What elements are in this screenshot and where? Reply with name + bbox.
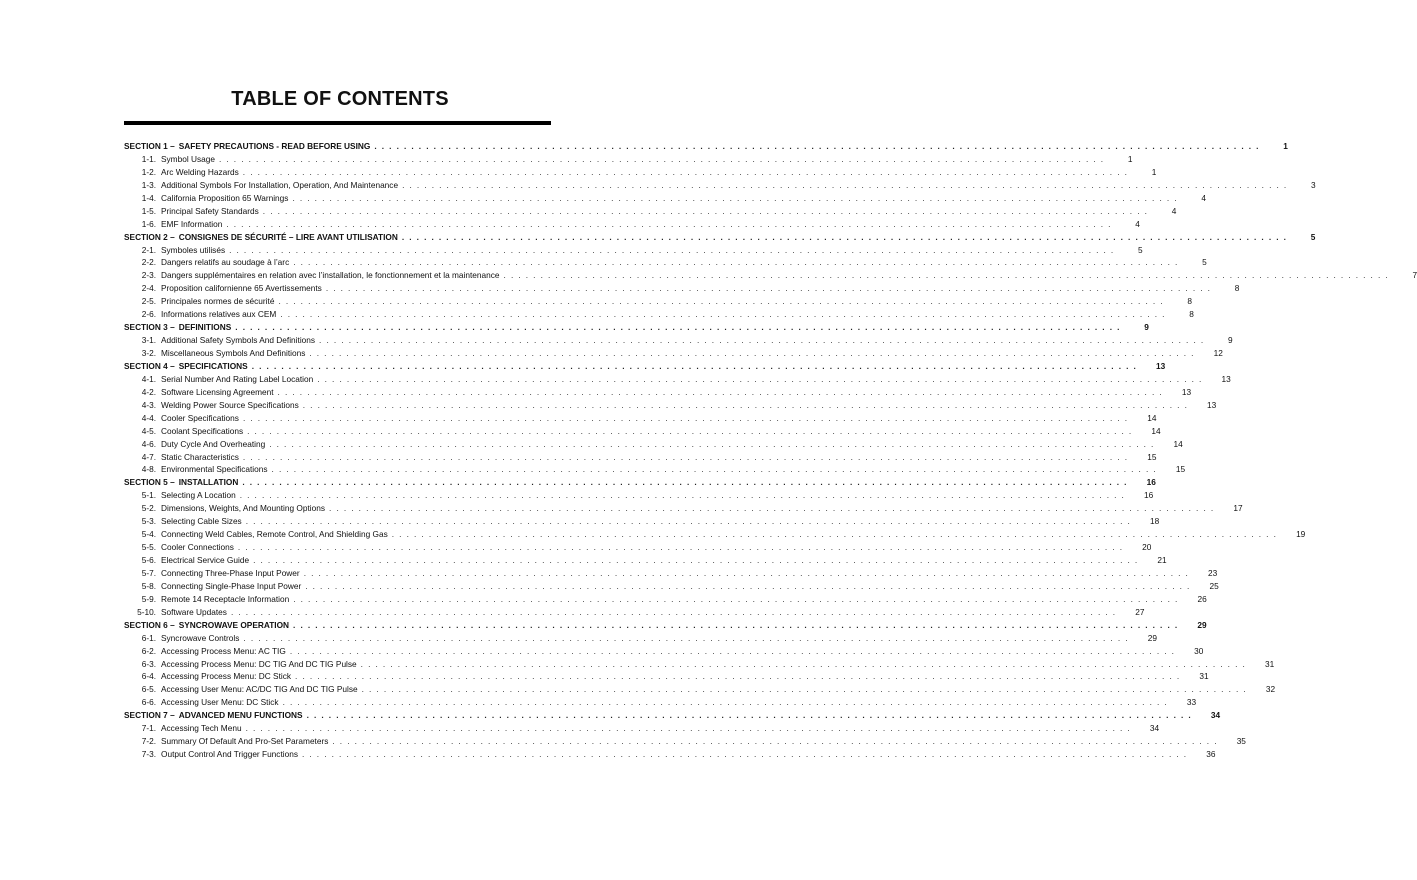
toc-entry-row [124,735,1246,748]
toc-number: 2-3. [141,270,156,281]
toc-leader-dots: . . . . . . . . . . . . . . . . . . . . . . . . . . . . . . . . . . . . . . . . . . . . . . . . . . . . . . . . . . . . . . . . . . . . . . . . . . . . . . . . . . . . . . . . . . . . . . . . . . . . . . . . . . . . . . . . . . . . . . . . [218,153,1105,164]
toc-page-number: 16 [1144,490,1154,501]
toc-number: 2-2. [141,257,156,268]
toc-number: 1-4. [141,192,156,203]
toc-page-number: 19 [1296,529,1306,540]
toc-leader-dots: . . . . . . . . . . . . . . . . . . . . . . . . . . . . . . . . . . . . . . . . . . . . . . . . . . . . . . . . . . . . . . . . . . . . . . . . . . . . . . . . . . . . . . . . . . . . . . . . . . . . . . . . . . . . . . . . . . . . . . . . [317,373,1203,384]
toc-entry-row [124,696,1197,709]
toc-page-number: 21 [1157,555,1167,565]
toc-leader-dots: . . . . . . . . . . . . . . . . . . . . . . . . . . . . . . . . . . . . . . . . . . . . . . . . . . . . . . . . . . . . . . . . . . . . . . . . . . . . . . . . . . . . . . . . . . . . . . . . . . . . . . . . . . . . . . . . . . . . . . . . [292,192,1178,203]
toc-entry-row [124,205,1177,218]
toc-page-number: 12 [1213,348,1223,358]
toc-number: 5-5. [141,542,156,553]
toc-label: Dimensions, Weights, And Mounting Options [161,503,326,514]
toc-entry-row [124,658,1275,671]
toc-page-number: 18 [1150,516,1160,527]
toc-page-number: 13 [1207,399,1217,410]
toc-leader-dots: . . . . . . . . . . . . . . . . . . . . . . . . . . . . . . . . . . . . . . . . . . . . . . . . . . . . . . . . . . . . . . . . . . . . . . . . . . . . . . . . . . . . . . . . . . . . . . . . . . . . . . . . . . . . . . . . . . . . . . . . [239,490,1126,501]
toc-page-number: 17 [1233,503,1243,514]
toc-entry-row [124,179,1316,192]
toc-leader-dots: . . . . . . . . . . . . . . . . . . . . . . . . . . . . . . . . . . . . . . . . . . . . . . . . . . . . . . . . . . . . . . . . . . . . . . . . . . . . . . . . . . . . . . . . . . . . . . . . . . . . . . . . . . . . . . . . . . . . . . . . [242,412,1129,423]
toc-page-number: 7 [1412,270,1417,281]
toc-leader-dots: . . . . . . . . . . . . . . . . . . . . . . . . . . . . . . . . . . . . . . . . . . . . . . . . . . . . . . . . . . . . . . . . . . . . . . . . . . . . . . . . . . . . . . . . . . . . . . . . . . . . . . . . . . . . . . . . . . . . . . . . [247,425,1133,436]
toc-label: Software Licensing Agreement [161,386,274,397]
toc-label: SPECIFICATIONS [178,360,248,371]
toc-page-number: 1 [1283,141,1288,151]
toc-entry-row [124,256,1207,269]
toc-label: Accessing User Menu: AC/DC TIG And DC TIG Pulse [161,684,358,695]
toc-label: Dangers supplémentaires en relation avec l’installation, le fonctionnement et la maintenance [161,270,500,281]
toc-entry-row [124,192,1206,205]
toc-label: Selecting A Location [161,490,236,501]
toc-number: 7-2. [141,736,156,747]
toc-leader-dots: . . . . . . . . . . . . . . . . . . . . . . . . . . . . . . . . . . . . . . . . . . . . . . . . . . . . . . . . . . . . . . . . . . . . . . . . . . . . . . . . . . . . . . . . . . . . . . . . . . . . . . . . . . . . . . . . . . . . . . . . [391,529,1278,540]
toc-number: 4-8. [141,464,156,475]
toc-entry-row [124,489,1154,502]
toc-label: Duty Cycle And Overheating [161,438,266,449]
toc-label: Miscellaneous Symbols And Definitions [161,348,306,358]
toc-entry-row [124,166,1157,179]
toc-page-number: 27 [1135,606,1145,617]
toc-number: 5-9. [141,593,156,604]
toc-number: SECTION 1 – [124,141,175,151]
toc-leader-dots: . . . . . . . . . . . . . . . . . . . . . . . . . . . . . . . . . . . . . . . . . . . . . . . . . . . . . . . . . . . . . . . . . . . . . . . . . . . . . . . . . . . . . . . . . . . . . . . . . . . . . . . . . . . . . . . . . . . . . . . . [235,322,1121,333]
toc-number: 7-3. [141,749,156,760]
toc-leader-dots: . . . . . . . . . . . . . . . . . . . . . . . . . . . . . . . . . . . . . . . . . . . . . . . . . . . . . . . . . . . . . . . . . . . . . . . . . . . . . . . . . . . . . . . . . . . . . . . . . . . . . . . . . . . . . . . . . . . . . . . . [262,205,1149,216]
toc-label: Symboles utilisés [161,244,226,255]
toc-page-number: 14 [1147,412,1157,423]
toc-leader-dots: . . . . . . . . . . . . . . . . . . . . . . . . . . . . . . . . . . . . . . . . . . . . . . . . . . . . . . . . . . . . . . . . . . . . . . . . . . . . . . . . . . . . . . . . . . . . . . . . . . . . . . . . . . . . . . . . . . . . . . . . [278,296,1164,307]
toc-leader-dots: . . . . . . . . . . . . . . . . . . . . . . . . . . . . . . . . . . . . . . . . . . . . . . . . . . . . . . . . . . . . . . . . . . . . . . . . . . . . . . . . . . . . . . . . . . . . . . . . . . . . . . . . . . . . . . . . . . . . . . . . [289,645,1176,656]
toc-number: 6-6. [141,697,156,708]
toc-leader-dots: . . . . . . . . . . . . . . . . . . . . . . . . . . . . . . . . . . . . . . . . . . . . . . . . . . . . . . . . . . . . . . . . . . . . . . . . . . . . . . . . . . . . . . . . . . . . . . . . . . . . . . . . . . . . . . . . . . . . . . . . [245,723,1132,734]
toc-section-row [124,360,1166,373]
toc-entry-row [124,438,1183,451]
toc-number: 4-3. [141,399,156,410]
toc-entry-row [124,580,1219,593]
toc-leader-dots: . . . . . . . . . . . . . . . . . . . . . . . . . . . . . . . . . . . . . . . . . . . . . . . . . . . . . . . . . . . . . . . . . . . . . . . . . . . . . . . . . . . . . . . . . . . . . . . . . . . . . . . . . . . . . . . . . . . . . . . . [242,451,1129,462]
toc-leader-dots: . . . . . . . . . . . . . . . . . . . . . . . . . . . . . . . . . . . . . . . . . . . . . . . . . . . . . . . . . . . . . . . . . . . . . . . . . . . . . . . . . . . . . . . . . . . . . . . . . . . . . . . . . . . . . . . . . . . . . . . . [329,503,1215,514]
toc-page-number: 23 [1207,567,1218,578]
toc-label: Syncrowave Controls [161,632,240,643]
toc-entry-row [124,153,1133,166]
toc-entry-row [124,451,1157,464]
toc-page-number: 3 [1310,179,1316,190]
toc-label: Environmental Specifications [161,464,268,475]
toc-entry-row [124,412,1157,425]
toc-page-number: 29 [1147,632,1157,643]
toc-number: 3-2. [141,348,156,358]
toc-number: 5-10. [137,606,156,617]
toc-page-number: 5 [1138,244,1143,255]
toc-page-number: 4 [1135,218,1140,229]
toc-entry-row [124,528,1306,541]
toc-label: CONSIGNES DE SÉCURITÉ – LIRE AVANT UTILISATION [178,231,398,242]
toc-leader-dots: . . . . . . . . . . . . . . . . . . . . . . . . . . . . . . . . . . . . . . . . . . . . . . . . . . . . . . . . . . . . . . . . . . . . . . . . . . . . . . . . . . . . . . . . . . . . . . . . . . . . . . . . . . . . . . . . . . . . . . . . [295,671,1181,682]
toc-number: 5-7. [141,567,156,578]
toc-number: 4-4. [141,412,156,423]
toc-entry-row [124,218,1140,231]
toc-number: 6-5. [141,684,156,695]
toc-page-number: 26 [1197,593,1207,604]
toc-label: Accessing Process Menu: AC TIG [161,645,286,656]
toc-entry-row [124,399,1217,412]
toc-entry-row [124,244,1143,257]
toc-page-number: 13 [1221,373,1231,384]
toc-label: Connecting Single-Phase Input Power [161,580,302,591]
toc-number: 6-4. [141,671,156,682]
toc-label: Informations relatives aux CEM [161,309,277,320]
toc-page-number: 4 [1171,205,1177,216]
toc-number: 1-1. [141,153,156,164]
toc-leader-dots: . . . . . . . . . . . . . . . . . . . . . . . . . . . . . . . . . . . . . . . . . . . . . . . . . . . . . . . . . . . . . . . . . . . . . . . . . . . . . . . . . . . . . . . . . . . . . . . . . . . . . . . . . . . . . . . . . . . . . . . . [251,360,1138,371]
toc-entry-row [124,502,1243,515]
toc-leader-dots: . . . . . . . . . . . . . . . . . . . . . . . . . . . . . . . . . . . . . . . . . . . . . . . . . . . . . . . . . . . . . . . . . . . . . . . . . . . . . . . . . . . . . . . . . . . . . . . . . . . . . . . . . . . . . . . . . . . . . . . . [242,477,1128,488]
toc-number: 6-3. [141,658,156,669]
toc-label: Accessing Process Menu: DC Stick [161,671,292,682]
toc-label: Additional Safety Symbols And Definitions [161,335,316,346]
toc-label: California Proposition 65 Warnings [161,192,289,203]
toc-label: Static Characteristics [161,451,239,462]
toc-label: Principales normes de sécurité [161,296,275,307]
toc-number: 6-1. [141,632,156,643]
toc-label: Cooler Specifications [161,412,239,423]
toc-entry-row [124,282,1240,295]
toc-page-number: 8 [1187,296,1192,307]
toc-page-number: 13 [1181,386,1192,397]
toc-leader-dots: . . . . . . . . . . . . . . . . . . . . . . . . . . . . . . . . . . . . . . . . . . . . . . . . . . . . . . . . . . . . . . . . . . . . . . . . . . . . . . . . . . . . . . . . . . . . . . . . . . . . . . . . . . . . . . . . . . . . . . . . [305,580,1191,591]
toc-number: 4-6. [141,438,156,449]
toc-leader-dots: . . . . . . . . . . . . . . . . . . . . . . . . . . . . . . . . . . . . . . . . . . . . . . . . . . . . . . . . . . . . . . . . . . . . . . . . . . . . . . . . . . . . . . . . . . . . . . . . . . . . . . . . . . . . . . . . . . . . . . . . [271,464,1158,475]
toc-page-number: 4 [1201,192,1206,203]
toc-number: 3-1. [141,335,156,346]
page-title: TABLE OF CONTENTS [231,88,449,110]
toc-page-number: 14 [1173,438,1183,449]
toc-number: 4-7. [141,451,156,462]
title-rule [124,121,551,125]
toc-page-number: 30 [1194,645,1204,656]
toc-entry-row [124,541,1152,554]
toc-page-number: 31 [1264,658,1275,669]
toc-leader-dots: . . . . . . . . . . . . . . . . . . . . . . . . . . . . . . . . . . . . . . . . . . . . . . . . . . . . . . . . . . . . . . . . . . . . . . . . . . . . . . . . . . . . . . . . . . . . . . . . . . . . . . . . . . . . . . . . . . . . . . . . [325,283,1212,294]
toc-leader-dots: . . . . . . . . . . . . . . . . . . . . . . . . . . . . . . . . . . . . . . . . . . . . . . . . . . . . . . . . . . . . . . . . . . . . . . . . . . . . . . . . . . . . . . . . . . . . . . . . . . . . . . . . . . . . . . . . . . . . . . . . [293,593,1179,604]
toc-label: Remote 14 Receptacle Information [161,593,290,604]
toc-label: Principal Safety Standards [161,205,259,216]
toc-number: 6-2. [141,645,156,656]
toc-label: Symbol Usage [161,153,215,164]
toc-page-number: 15 [1147,451,1157,462]
toc-label: Connecting Weld Cables, Remote Control, And Shielding Gas [161,529,388,540]
toc-label: EMF Information [161,218,223,229]
toc-page-number: 36 [1206,749,1216,760]
toc-page-number: 25 [1209,580,1219,591]
toc-label: Arc Welding Hazards [161,166,239,177]
toc-entry-row [124,295,1192,308]
toc-label: ADVANCED MENU FUNCTIONS [178,710,303,721]
toc-leader-dots: . . . . . . . . . . . . . . . . . . . . . . . . . . . . . . . . . . . . . . . . . . . . . . . . . . . . . . . . . . . . . . . . . . . . . . . . . . . . . . . . . . . . . . . . . . . . . . . . . . . . . . . . . . . . . . . . . . . . . . . . [243,632,1129,643]
toc-page-number: 5 [1202,257,1207,268]
toc-page-number: 14 [1151,425,1161,436]
toc-section-row [124,321,1149,334]
toc-entry-row [124,606,1145,619]
toc-leader-dots: . . . . . . . . . . . . . . . . . . . . . . . . . . . . . . . . . . . . . . . . . . . . . . . . . . . . . . . . . . . . . . . . . . . . . . . . . . . . . . . . . . . . . . . . . . . . . . . . . . . . . . . . . . . . . . . . . . . . . . . . [361,684,1248,695]
toc-entry-row [124,386,1192,399]
toc-section-row [124,140,1288,153]
toc-number: SECTION 4 – [124,360,175,371]
toc-page-number: 29 [1197,619,1207,630]
toc-label: SAFETY PRECAUTIONS - READ BEFORE USING [178,141,371,151]
toc-label: Coolant Specifications [161,425,244,436]
toc-leader-dots: . . . . . . . . . . . . . . . . . . . . . . . . . . . . . . . . . . . . . . . . . . . . . . . . . . . . . . . . . . . . . . . . . . . . . . . . . . . . . . . . . . . . . . . . . . . . . . . . . . . . . . . . . . . . . . . . . . . . . . . . [332,736,1218,747]
toc-number: SECTION 6 – [124,619,175,630]
toc-page-number: 8 [1189,309,1194,320]
toc-page-number: 32 [1265,684,1276,695]
toc-page-number: 8 [1234,283,1240,294]
toc-entry-row [124,670,1209,683]
toc-page-number: 33 [1186,697,1197,708]
toc-number: 2-4. [141,283,156,294]
toc-leader-dots: . . . . . . . . . . . . . . . . . . . . . . . . . . . . . . . . . . . . . . . . . . . . . . . . . . . . . . . . . . . . . . . . . . . . . . . . . . . . . . . . . . . . . . . . . . . . . . . . . . . . . . . . . . . . . . . . . . . . . . . . [280,309,1166,320]
toc-entry-row [124,632,1157,645]
toc-entry-row [124,463,1186,476]
toc-number: 2-6. [141,309,156,320]
toc-entry-row [124,554,1167,567]
toc-label: Dangers relatifs au soudage à l’arc [161,257,290,268]
toc-entry-row [124,645,1204,658]
toc-number: SECTION 2 – [124,231,175,242]
toc-leader-dots: . . . . . . . . . . . . . . . . . . . . . . . . . . . . . . . . . . . . . . . . . . . . . . . . . . . . . . . . . . . . . . . . . . . . . . . . . . . . . . . . . . . . . . . . . . . . . . . . . . . . . . . . . . . . . . . . . . . . . . . . [402,179,1288,190]
toc-page-number: 9 [1227,335,1233,346]
toc-label: Welding Power Source Specifications [161,399,299,410]
toc-page-number: 35 [1236,736,1246,747]
toc-label: Proposition californienne 65 Avertissements [161,283,322,294]
toc-label: Electrical Service Guide [161,555,250,565]
toc-number: 5-1. [141,490,156,501]
toc-leader-dots: . . . . . . . . . . . . . . . . . . . . . . . . . . . . . . . . . . . . . . . . . . . . . . . . . . . . . . . . . . . . . . . . . . . . . . . . . . . . . . . . . . . . . . . . . . . . . . . . . . . . . . . . . . . . . . . . . . . . . . . . [245,516,1132,527]
toc-entry-row [124,425,1161,438]
toc-page-number: 9 [1144,322,1149,333]
toc-section-row [124,709,1221,722]
toc-number: 4-5. [141,425,156,436]
toc-leader-dots: . . . . . . . . . . . . . . . . . . . . . . . . . . . . . . . . . . . . . . . . . . . . . . . . . . . . . . . . . . . . . . . . . . . . . . . . . . . . . . . . . . . . . . . . . . . . . . . . . . . . . . . . . . . . . . . . . . . . . . . . [282,697,1169,708]
toc-number: 5-4. [141,529,156,540]
toc-label: Summary Of Default And Pro-Set Parameters [161,736,329,747]
toc-number: 1-5. [141,205,156,216]
toc-entry-row [124,269,1417,282]
toc-label: Cooler Connections [161,542,234,553]
toc-leader-dots: . . . . . . . . . . . . . . . . . . . . . . . . . . . . . . . . . . . . . . . . . . . . . . . . . . . . . . . . . . . . . . . . . . . . . . . . . . . . . . . . . . . . . . . . . . . . . . . . . . . . . . . . . . . . . . . . . . . . . . . . [229,244,1115,255]
toc-entry-row [124,308,1194,321]
toc-entry-row [124,683,1276,696]
toc-label: Accessing Process Menu: DC TIG And DC TIG Pulse [161,658,357,669]
toc-page-number: 20 [1142,542,1152,553]
toc-leader-dots: . . . . . . . . . . . . . . . . . . . . . . . . . . . . . . . . . . . . . . . . . . . . . . . . . . . . . . . . . . . . . . . . . . . . . . . . . . . . . . . . . . . . . . . . . . . . . . . . . . . . . . . . . . . . . . . . . . . . . . . . [401,231,1288,242]
toc-entry-row [124,373,1231,386]
toc-label: Serial Number And Rating Label Location [161,373,314,384]
toc-label: Accessing User Menu: DC Stick [161,697,279,708]
toc-number: 5-2. [141,503,156,514]
toc-leader-dots: . . . . . . . . . . . . . . . . . . . . . . . . . . . . . . . . . . . . . . . . . . . . . . . . . . . . . . . . . . . . . . . . . . . . . . . . . . . . . . . . . . . . . . . . . . . . . . . . . . . . . . . . . . . . . . . . . . . . . . . . [503,270,1390,281]
toc-entry-row [124,347,1223,360]
toc-leader-dots: . . . . . . . . . . . . . . . . . . . . . . . . . . . . . . . . . . . . . . . . . . . . . . . . . . . . . . . . . . . . . . . . . . . . . . . . . . . . . . . . . . . . . . . . . . . . . . . . . . . . . . . . . . . . . . . . . . . . . . . . [302,399,1189,410]
toc-label: Additional Symbols For Installation, Operation, And Maintenance [161,179,399,190]
toc-number: 1-6. [141,218,156,229]
toc-leader-dots: . . . . . . . . . . . . . . . . . . . . . . . . . . . . . . . . . . . . . . . . . . . . . . . . . . . . . . . . . . . . . . . . . . . . . . . . . . . . . . . . . . . . . . . . . . . . . . . . . . . . . . . . . . . . . . . . . . . . . . . . [293,619,1179,630]
toc-leader-dots: . . . . . . . . . . . . . . . . . . . . . . . . . . . . . . . . . . . . . . . . . . . . . . . . . . . . . . . . . . . . . . . . . . . . . . . . . . . . . . . . . . . . . . . . . . . . . . . . . . . . . . . . . . . . . . . . . . . . . . . . [237,542,1124,553]
toc-label: DEFINITIONS [178,322,232,333]
toc-page-number: 13 [1156,360,1166,371]
toc-page-number: 34 [1149,723,1160,734]
toc-leader-dots: . . . . . . . . . . . . . . . . . . . . . . . . . . . . . . . . . . . . . . . . . . . . . . . . . . . . . . . . . . . . . . . . . . . . . . . . . . . . . . . . . . . . . . . . . . . . . . . . . . . . . . . . . . . . . . . . . . . . . . . . [242,166,1129,177]
toc-page-number: 34 [1210,710,1221,721]
toc-page-number: 15 [1175,464,1186,475]
toc-leader-dots: . . . . . . . . . . . . . . . . . . . . . . . . . . . . . . . . . . . . . . . . . . . . . . . . . . . . . . . . . . . . . . . . . . . . . . . . . . . . . . . . . . . . . . . . . . . . . . . . . . . . . . . . . . . . . . . . . . . . . . . . [319,335,1205,346]
toc-leader-dots: . . . . . . . . . . . . . . . . . . . . . . . . . . . . . . . . . . . . . . . . . . . . . . . . . . . . . . . . . . . . . . . . . . . . . . . . . . . . . . . . . . . . . . . . . . . . . . . . . . . . . . . . . . . . . . . . . . . . . . . . [293,257,1179,268]
table-of-contents [124,140,1417,761]
toc-entry-row [124,334,1233,347]
toc-entry-row [124,748,1216,761]
toc-number: 5-8. [141,580,156,591]
toc-section-row [124,476,1156,489]
toc-number: 1-2. [141,166,156,177]
toc-leader-dots: . . . . . . . . . . . . . . . . . . . . . . . . . . . . . . . . . . . . . . . . . . . . . . . . . . . . . . . . . . . . . . . . . . . . . . . . . . . . . . . . . . . . . . . . . . . . . . . . . . . . . . . . . . . . . . . . . . . . . . . . [253,555,1139,565]
toc-number: 4-2. [141,386,156,397]
toc-number: SECTION 5 – [124,477,175,488]
toc-entry-row [124,722,1160,735]
toc-label: SYNCROWAVE OPERATION [178,619,290,630]
toc-label: Selecting Cable Sizes [161,516,242,527]
toc-number: 7-1. [141,723,156,734]
toc-number: 5-3. [141,516,156,527]
toc-leader-dots: . . . . . . . . . . . . . . . . . . . . . . . . . . . . . . . . . . . . . . . . . . . . . . . . . . . . . . . . . . . . . . . . . . . . . . . . . . . . . . . . . . . . . . . . . . . . . . . . . . . . . . . . . . . . . . . . . . . . . . . . [309,348,1195,358]
toc-label: Connecting Three-Phase Input Power [161,567,300,578]
toc-entry-row [124,593,1207,606]
toc-leader-dots: . . . . . . . . . . . . . . . . . . . . . . . . . . . . . . . . . . . . . . . . . . . . . . . . . . . . . . . . . . . . . . . . . . . . . . . . . . . . . . . . . . . . . . . . . . . . . . . . . . . . . . . . . . . . . . . . . . . . . . . . [277,386,1164,397]
toc-leader-dots: . . . . . . . . . . . . . . . . . . . . . . . . . . . . . . . . . . . . . . . . . . . . . . . . . . . . . . . . . . . . . . . . . . . . . . . . . . . . . . . . . . . . . . . . . . . . . . . . . . . . . . . . . . . . . . . . . . . . . . . . [306,710,1193,721]
toc-page-number: 5 [1310,231,1316,242]
toc-page-number: 31 [1199,671,1209,682]
toc-number: SECTION 7 – [124,710,175,721]
toc-leader-dots: . . . . . . . . . . . . . . . . . . . . . . . . . . . . . . . . . . . . . . . . . . . . . . . . . . . . . . . . . . . . . . . . . . . . . . . . . . . . . . . . . . . . . . . . . . . . . . . . . . . . . . . . . . . . . . . . . . . . . . . . [269,438,1155,449]
toc-leader-dots: . . . . . . . . . . . . . . . . . . . . . . . . . . . . . . . . . . . . . . . . . . . . . . . . . . . . . . . . . . . . . . . . . . . . . . . . . . . . . . . . . . . . . . . . . . . . . . . . . . . . . . . . . . . . . . . . . . . . . . . . [360,658,1247,669]
toc-page-number: 1 [1127,153,1133,164]
toc-label: Accessing Tech Menu [161,723,242,734]
toc-entry-row [124,515,1160,528]
toc-entry-row [124,567,1218,580]
toc-leader-dots: . . . . . . . . . . . . . . . . . . . . . . . . . . . . . . . . . . . . . . . . . . . . . . . . . . . . . . . . . . . . . . . . . . . . . . . . . . . . . . . . . . . . . . . . . . . . . . . . . . . . . . . . . . . . . . . . . . . . . . . . [301,749,1188,760]
toc-leader-dots: . . . . . . . . . . . . . . . . . . . . . . . . . . . . . . . . . . . . . . . . . . . . . . . . . . . . . . . . . . . . . . . . . . . . . . . . . . . . . . . . . . . . . . . . . . . . . . . . . . . . . . . . . . . . . . . . . . . . . . . . [226,218,1112,229]
toc-number: 2-1. [141,244,156,255]
toc-label: INSTALLATION [178,477,239,488]
toc-section-row [124,619,1207,632]
toc-leader-dots: . . . . . . . . . . . . . . . . . . . . . . . . . . . . . . . . . . . . . . . . . . . . . . . . . . . . . . . . . . . . . . . . . . . . . . . . . . . . . . . . . . . . . . . . . . . . . . . . . . . . . . . . . . . . . . . . . . . . . . . . [230,606,1117,617]
toc-label: Software Updates [161,606,227,617]
toc-page-number: 1 [1151,166,1157,177]
toc-section-row [124,231,1316,244]
toc-number: 5-6. [141,555,156,565]
toc-label: Output Control And Trigger Functions [161,749,298,760]
toc-number: 2-5. [141,296,156,307]
toc-number: 4-1. [141,373,156,384]
toc-number: SECTION 3 – [124,322,175,333]
toc-page-number: 16 [1146,477,1156,488]
toc-number: 1-3. [141,179,156,190]
toc-leader-dots: . . . . . . . . . . . . . . . . . . . . . . . . . . . . . . . . . . . . . . . . . . . . . . . . . . . . . . . . . . . . . . . . . . . . . . . . . . . . . . . . . . . . . . . . . . . . . . . . . . . . . . . . . . . . . . . . . . . . . . . . [374,141,1260,151]
toc-leader-dots: . . . . . . . . . . . . . . . . . . . . . . . . . . . . . . . . . . . . . . . . . . . . . . . . . . . . . . . . . . . . . . . . . . . . . . . . . . . . . . . . . . . . . . . . . . . . . . . . . . . . . . . . . . . . . . . . . . . . . . . . [303,567,1190,578]
